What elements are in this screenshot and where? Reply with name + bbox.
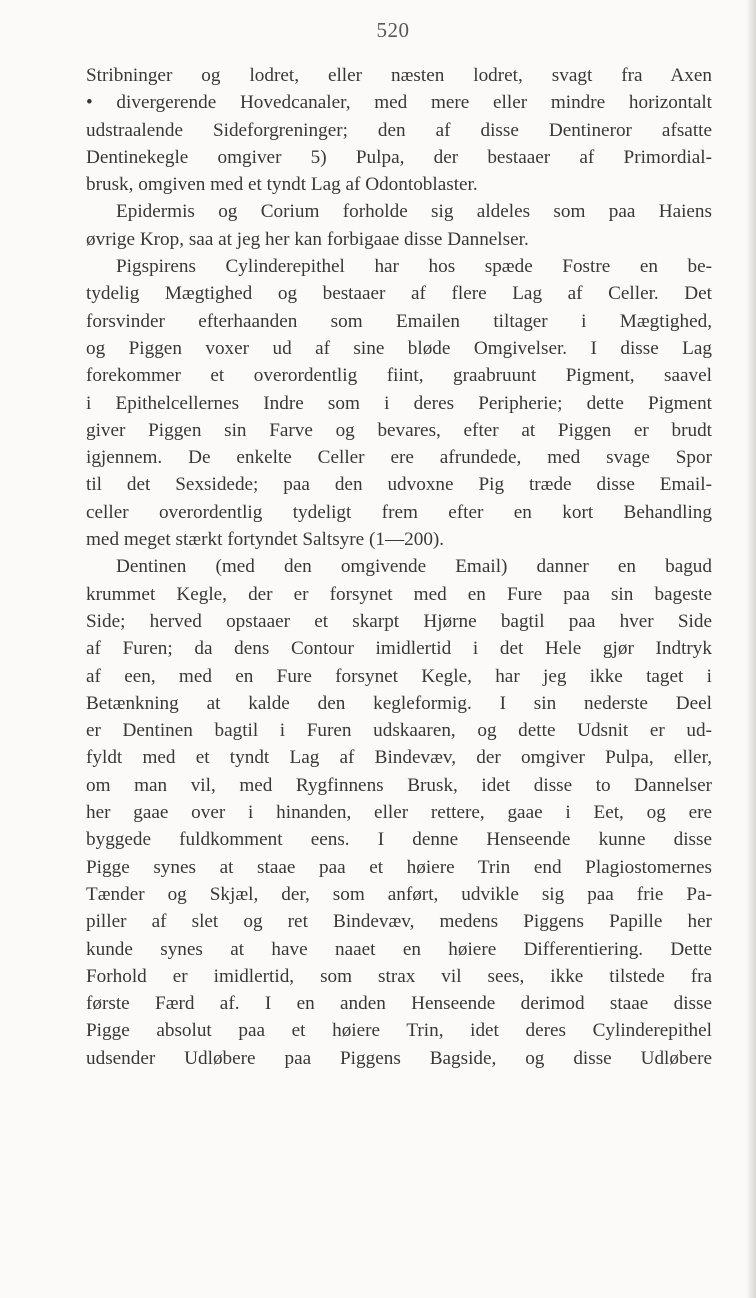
body-text [86,62,712,1072]
text-line: er Dentinen bagtil i Furen udskaaren, og dette Udsnit er ud- [86,720,712,742]
text-line: af Furen; da dens Contour imidlertid i det Hele gjør Indtryk [86,638,712,660]
text-line: kunde synes at have naaet en høiere Differentiering. Dette [86,938,712,960]
text-line: om man vil, med Rygfinnens Brusk, idet disse to Dannelser [86,774,712,796]
text-line: igjennem. De enkelte Celler ere afrundede, med svage Spor [86,447,712,469]
text-line: • divergerende Hovedcanaler, med mere eller mindre horizontalt [86,92,712,114]
text-line: forekommer et overordentlig fiint, graabruunt Pigment, saavel [86,365,712,387]
text-line: til det Sexsidede; paa den udvoxne Pig træde disse Email- [86,474,712,496]
page-edge-shadow [746,0,756,1298]
text-line: udstraalende Sideforgreninger; den af disse Dentineror afsatte [86,119,712,141]
text-line: celler overordentlig tydeligt frem efter en kort Behandling [86,501,712,523]
text-line: i Epithelcellernes Indre som i deres Peripherie; dette Pigment [86,392,712,414]
text-line: giver Piggen sin Farve og bevares, efter at Piggen er brudt [86,419,712,441]
page-number-text: 520 [376,18,410,42]
text-line: Stribninger og lodret, eller næsten lodret, svagt fra Axen [86,65,712,86]
text-line: Epidermis og Corium forholde sig aldeles som paa Haiens [116,201,712,223]
text-line: piller af slet og ret Bindevæv, medens Piggens Papille her [86,911,712,933]
text-line: Tænder og Skjæl, der, som anført, udvikle sig paa frie Pa- [86,883,712,905]
text-line: fyldt med et tyndt Lag af Bindevæv, der omgiver Pulpa, eller, [86,747,712,769]
text-line: Pigge synes at staae paa et høiere Trin end Plagiostomernes [86,856,712,878]
text-line: Dentinekegle omgiver 5) Pulpa, der bestaaer af Primordial- [86,146,712,168]
text-line: Betænkning at kalde den kegleformig. I sin nederste Deel [86,692,712,714]
text-line: første Færd af. I en anden Henseende derimod staae disse [86,993,712,1015]
text-line: forsvinder efterhaanden som Emailen tiltager i Mægtighed, [86,310,712,332]
text-line: og Piggen voxer ud af sine bløde Omgivelser. I disse Lag [86,337,712,359]
text-line: byggede fuldkomment eens. I denne Henseende kunne disse [86,829,712,851]
text-line: med meget stærkt fortyndet Saltsyre (1—200). [86,529,445,551]
text-line: her gaae over i hinanden, eller rettere, gaae i Eet, og ere [86,802,712,824]
text-line: Side; herved opstaaer et skarpt Hjørne bagtil paa hver Side [86,610,712,632]
text-line: brusk, omgiven med et tyndt Lag af Odontoblaster. [86,174,478,196]
text-line: udsender Udløbere paa Piggens Bagside, og disse Udløbere [86,1047,712,1069]
text-line: Forhold er imidlertid, som strax vil sees, ikke tilstede fra [86,965,712,987]
text-line: tydelig Mægtighed og bestaaer af flere Lag af Celler. Det [86,283,712,305]
text-line: Pigge absolut paa et høiere Trin, idet deres Cylinderepithel [86,1020,712,1042]
text-line: øvrige Krop, saa at jeg her kan forbigaae disse Dannelser. [86,228,529,250]
text-line: Dentinen (med den omgivende Email) danner en bagud [116,556,712,578]
page-number [0,18,756,43]
text-line: af een, med en Fure forsynet Kegle, har jeg ikke taget i [86,665,712,687]
text-line: Pigspirens Cylinderepithel har hos spæde Fostre en be- [116,256,712,278]
text-line: krummet Kegle, der er forsynet med en Fure paa sin bageste [86,583,712,605]
